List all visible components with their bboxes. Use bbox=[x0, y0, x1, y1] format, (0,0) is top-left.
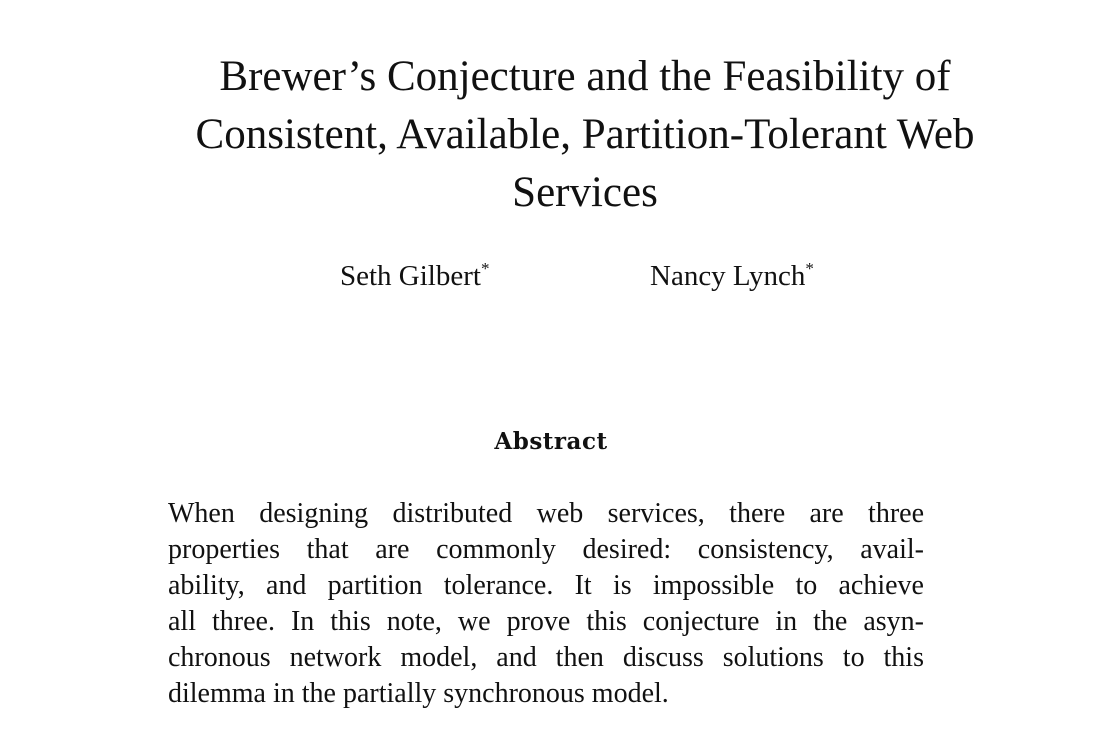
paper-title-line-1: Brewer’s Conjecture and the Feasibility of bbox=[219, 53, 951, 100]
abstract-line-2: properties that are commonly desired: consistency, avail- bbox=[168, 534, 924, 565]
author-1 bbox=[340, 259, 490, 292]
abstract-heading: Abstract bbox=[494, 428, 608, 455]
abstract-line-5: chronous network model, and then discuss solutions to this bbox=[168, 642, 924, 673]
abstract-line-4: all three. In this note, we prove this conjecture in the asyn- bbox=[168, 606, 924, 637]
author-2-name: Nancy Lynch bbox=[650, 260, 806, 292]
abstract-line-6: dilemma in the partially synchronous model. bbox=[168, 678, 669, 709]
paper-title-line-2: Consistent, Available, Partition-Tolerant Web bbox=[195, 111, 975, 158]
author-1-name: Seth Gilbert bbox=[340, 260, 481, 292]
abstract-line-3: ability, and partition tolerance. It is impossible to achieve bbox=[168, 570, 924, 601]
paper-title-line-3: Services bbox=[512, 169, 658, 216]
author-2 bbox=[650, 259, 814, 292]
author-2-footnote-mark: * bbox=[805, 259, 814, 278]
abstract-line-1: When designing distributed web services, there are three bbox=[168, 498, 924, 529]
author-1-footnote-mark: * bbox=[480, 259, 490, 278]
